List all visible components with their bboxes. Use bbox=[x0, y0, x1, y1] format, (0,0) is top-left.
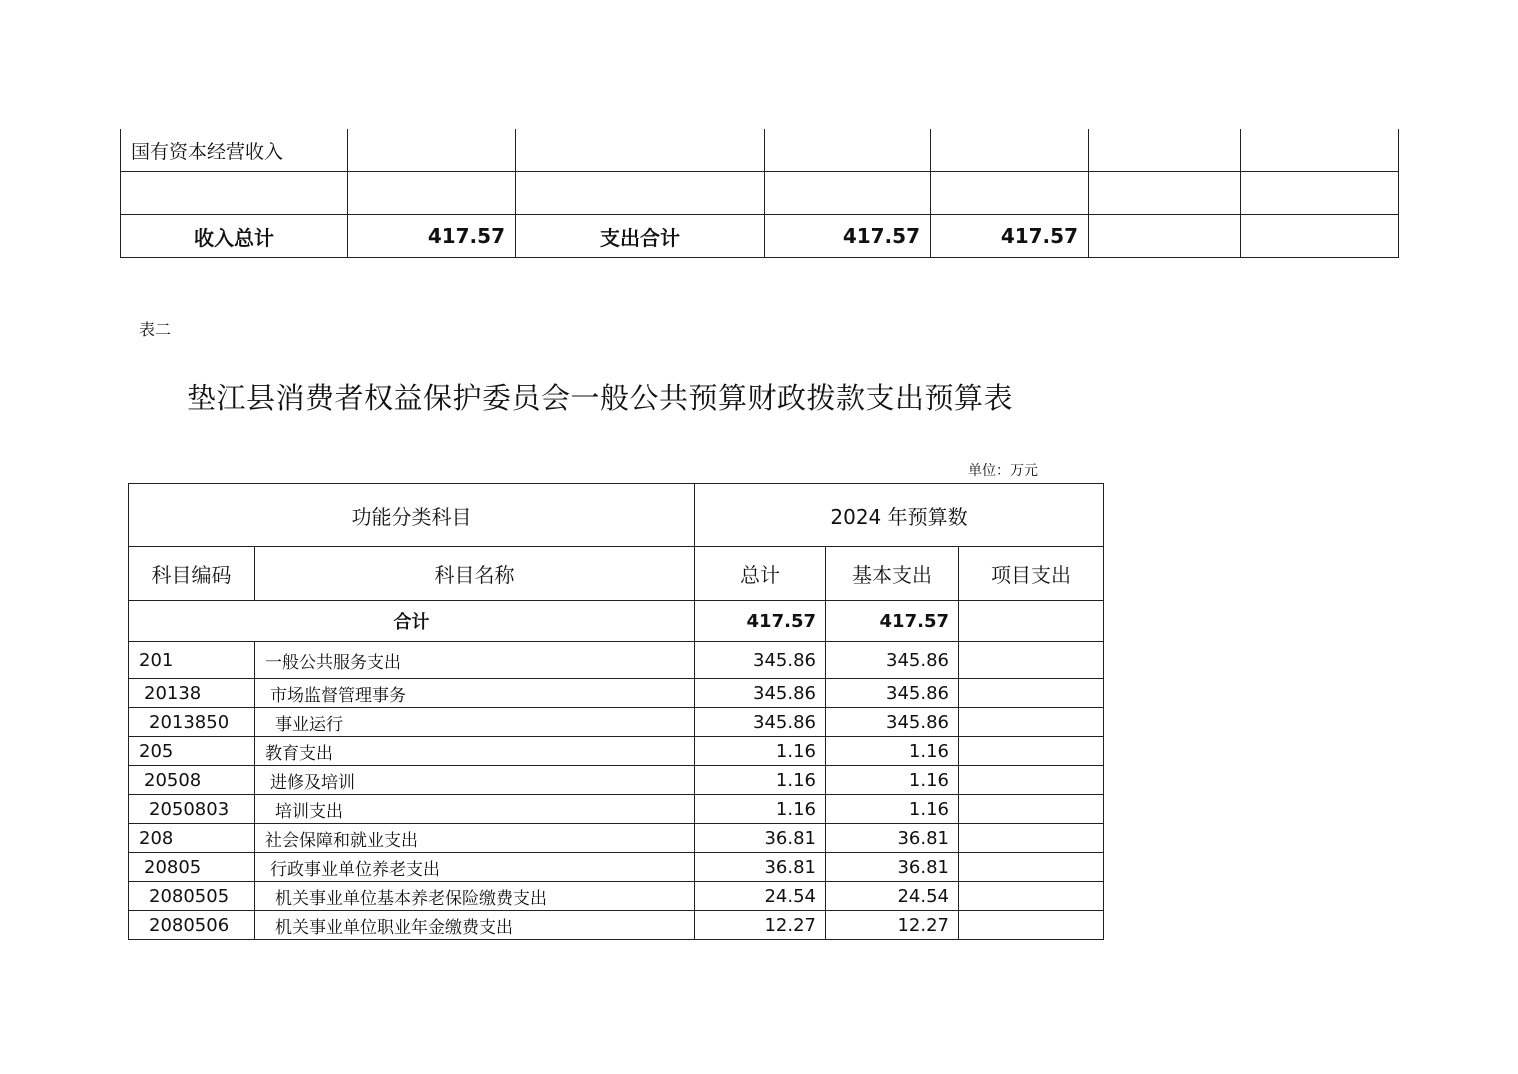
sum-row bbox=[129, 601, 1104, 642]
table-row: 2080505 机关事业单位基本养老保险缴费支出 24.54 24.54 bbox=[129, 882, 1104, 911]
page-title: 垫江县消费者权益保护委员会一般公共预算财政拨款支出预算表 bbox=[187, 381, 1014, 415]
expense-total-value: 417.57 bbox=[765, 215, 931, 258]
table-row: 20138 市场监督管理事务 345.86 345.86 bbox=[129, 679, 1104, 708]
column-header-row bbox=[129, 547, 1104, 601]
table-row: 2080506 机关事业单位职业年金缴费支出 12.27 12.27 bbox=[129, 911, 1104, 940]
table-row: 2013850 事业运行 345.86 345.86 bbox=[129, 708, 1104, 737]
col-name-header: 科目名称 bbox=[255, 547, 695, 601]
summary-table bbox=[120, 129, 1399, 258]
income-total-value: 417.57 bbox=[348, 215, 516, 258]
table-row: 2050803 培训支出 1.16 1.16 bbox=[129, 795, 1104, 824]
header-year: 2024 年预算数 bbox=[695, 484, 1104, 547]
unit-label: 单位：万元 bbox=[968, 463, 1038, 479]
col-basic-header: 基本支出 bbox=[826, 547, 959, 601]
income-label: 国有资本经营收入 bbox=[121, 129, 348, 172]
col-project-header: 项目支出 bbox=[959, 547, 1104, 601]
sum-label: 合计 bbox=[129, 601, 695, 642]
expense-total-value-2: 417.57 bbox=[931, 215, 1089, 258]
sum-total: 417.57 bbox=[695, 601, 826, 642]
header-row bbox=[129, 484, 1104, 547]
table-row bbox=[121, 129, 1399, 172]
col-total-header: 总计 bbox=[695, 547, 826, 601]
table-row: 20805 行政事业单位养老支出 36.81 36.81 bbox=[129, 853, 1104, 882]
table-row: 205 教育支出 1.16 1.16 bbox=[129, 737, 1104, 766]
header-category: 功能分类科目 bbox=[129, 484, 695, 547]
income-total-label: 收入总计 bbox=[121, 215, 348, 258]
col-code-header: 科目编码 bbox=[129, 547, 255, 601]
table-tag: 表二 bbox=[139, 320, 172, 339]
table-row bbox=[121, 172, 1399, 215]
table-row: 208 社会保障和就业支出 36.81 36.81 bbox=[129, 824, 1104, 853]
budget-table bbox=[128, 483, 1104, 940]
sum-basic: 417.57 bbox=[826, 601, 959, 642]
total-row bbox=[121, 215, 1399, 258]
sum-project bbox=[959, 601, 1104, 642]
table-row: 201 一般公共服务支出 345.86 345.86 bbox=[129, 642, 1104, 679]
table-row: 20508 进修及培训 1.16 1.16 bbox=[129, 766, 1104, 795]
expense-total-label: 支出合计 bbox=[516, 215, 765, 258]
